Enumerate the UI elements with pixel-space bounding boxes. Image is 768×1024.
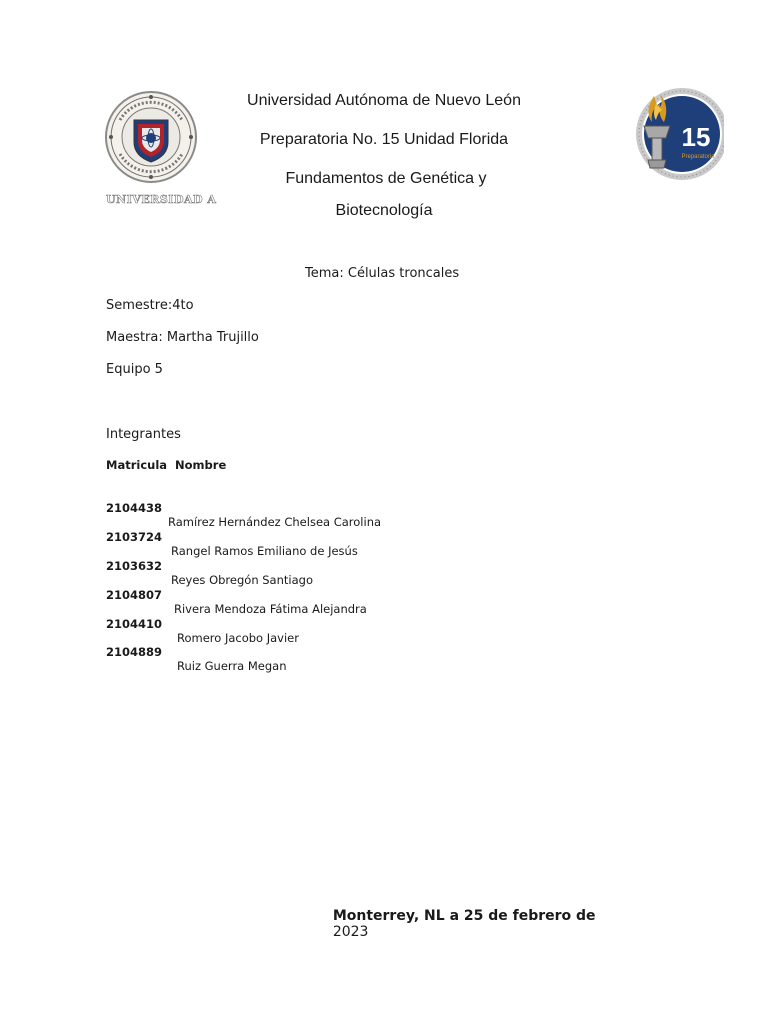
members-columns: Matricula Nombre (106, 458, 227, 472)
semester: Semestre:4to (106, 298, 194, 313)
subject-line-2: Biotecnología (335, 202, 433, 219)
member-id: 2104807 (106, 588, 163, 602)
member-id: 2103724 (106, 530, 163, 544)
university-title: Universidad Autónoma de Nuevo León (247, 92, 521, 109)
place-date (315, 892, 596, 956)
member-name: Romero Jacobo Javier (177, 631, 299, 645)
team: Equipo 5 (106, 362, 163, 377)
member-name: Reyes Obregón Santiago (171, 573, 313, 587)
logo-caption: UNIVERSIDAD A (106, 193, 217, 206)
teacher: Maestra: Martha Trujillo (106, 330, 259, 345)
members-heading: Integrantes (106, 427, 181, 442)
svg-text:Preparatoria: Preparatoria (681, 154, 715, 160)
member-name: Rivera Mendoza Fátima Alejandra (174, 602, 367, 616)
year-text: 2023 (332, 924, 369, 940)
school-title: Preparatoria No. 15 Unidad Florida (259, 131, 509, 148)
subject-line-1: Fundamentos de Genética y (285, 170, 487, 187)
member-id: 2103632 (106, 559, 163, 573)
member-name: Rangel Ramos Emiliano de Jesús (171, 544, 358, 558)
member-row (0, 631, 768, 687)
member-name: Ramírez Hernández Chelsea Carolina (168, 515, 382, 529)
member-id: 2104410 (106, 617, 163, 631)
svg-text:15: 15 (681, 122, 711, 152)
place-date-text: Monterrey, NL a 25 de febrero de (332, 908, 596, 924)
member-name: Ruiz Guerra Megan (177, 659, 287, 673)
member-id: 2104889 (106, 645, 163, 659)
topic: Tema: Células troncales (305, 266, 460, 281)
member-id: 2104438 (106, 501, 163, 515)
